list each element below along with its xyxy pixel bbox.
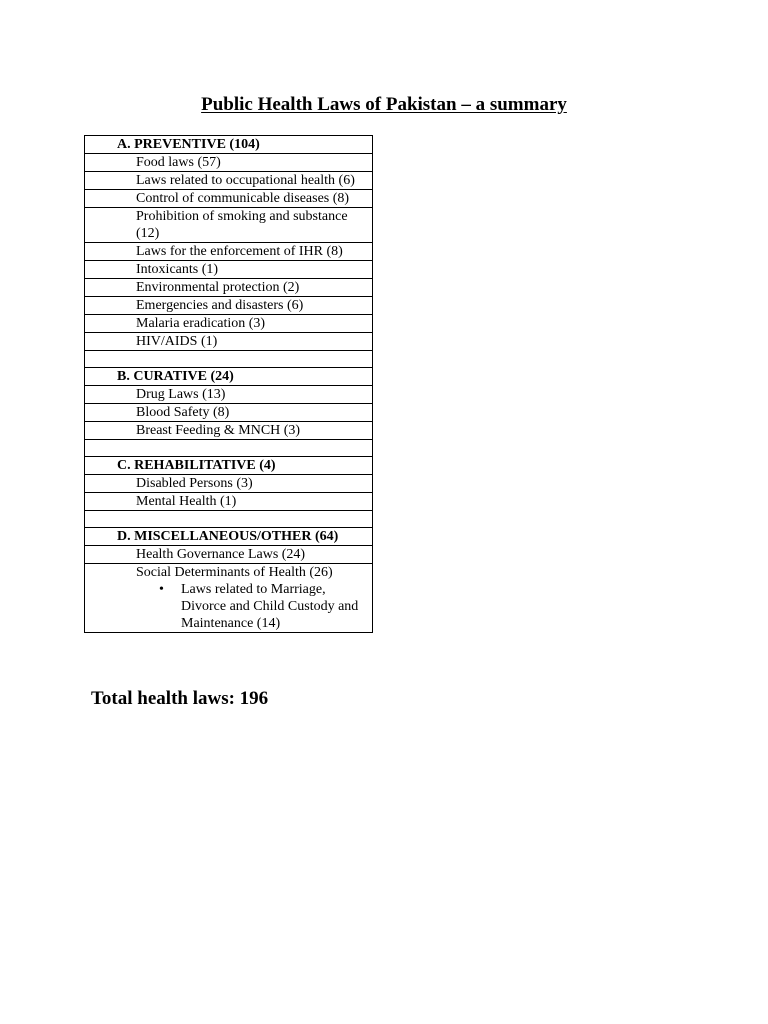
table-row xyxy=(85,386,373,404)
table-row xyxy=(85,333,373,351)
section-heading-row xyxy=(85,136,373,154)
law-item: Blood Safety (8) xyxy=(85,404,373,422)
law-item: Environmental protection (2) xyxy=(85,279,373,297)
table-row xyxy=(85,564,373,633)
table-row xyxy=(85,261,373,279)
section-heading-row xyxy=(85,528,373,546)
law-item: Disabled Persons (3) xyxy=(85,475,373,493)
law-item: Emergencies and disasters (6) xyxy=(85,297,373,315)
table-row xyxy=(85,243,373,261)
law-item: Laws for the enforcement of IHR (8) xyxy=(85,243,373,261)
law-item: Laws related to occupational health (6) xyxy=(85,172,373,190)
law-item-with-sublist xyxy=(85,564,373,633)
empty-cell xyxy=(85,351,373,368)
section-heading-miscellaneous: D. MISCELLANEOUS/OTHER (64) xyxy=(85,528,373,546)
table-row xyxy=(85,297,373,315)
table-row xyxy=(85,546,373,564)
empty-cell xyxy=(85,440,373,457)
law-item: HIV/AIDS (1) xyxy=(85,333,373,351)
table-row xyxy=(85,475,373,493)
spacer-row xyxy=(85,511,373,528)
law-item: Food laws (57) xyxy=(85,154,373,172)
total-laws: Total health laws: 196 xyxy=(91,688,269,709)
law-item: Breast Feeding & MNCH (3) xyxy=(85,422,373,440)
law-item: Malaria eradication (3) xyxy=(85,315,373,333)
empty-cell xyxy=(85,511,373,528)
law-item: Control of communicable diseases (8) xyxy=(85,190,373,208)
spacer-row xyxy=(85,351,373,368)
table-row xyxy=(85,315,373,333)
table-row xyxy=(85,190,373,208)
page-title: Public Health Laws of Pakistan – a summary xyxy=(201,94,567,115)
sub-item-list xyxy=(136,581,368,632)
law-item-label: Social Determinants of Health (26) xyxy=(136,565,333,580)
law-item: Intoxicants (1) xyxy=(85,261,373,279)
table-row xyxy=(85,154,373,172)
summary-table xyxy=(84,135,373,633)
table-row xyxy=(85,493,373,511)
table-row xyxy=(85,404,373,422)
section-heading-row xyxy=(85,368,373,386)
table-row xyxy=(85,208,373,243)
sub-item: • Laws related to Marriage, Divorce and Child Custody and Maintenance (14) xyxy=(136,581,368,632)
table-row xyxy=(85,422,373,440)
section-heading-preventive: A. PREVENTIVE (104) xyxy=(85,136,373,154)
section-heading-rehabilitative: C. REHABILITATIVE (4) xyxy=(85,457,373,475)
law-item: Health Governance Laws (24) xyxy=(85,546,373,564)
table-row xyxy=(85,279,373,297)
law-item: Drug Laws (13) xyxy=(85,386,373,404)
law-item: Mental Health (1) xyxy=(85,493,373,511)
table-row xyxy=(85,172,373,190)
law-item: Prohibition of smoking and substance (12) xyxy=(85,208,373,243)
section-heading-curative: B. CURATIVE (24) xyxy=(85,368,373,386)
spacer-row xyxy=(85,440,373,457)
section-heading-row xyxy=(85,457,373,475)
